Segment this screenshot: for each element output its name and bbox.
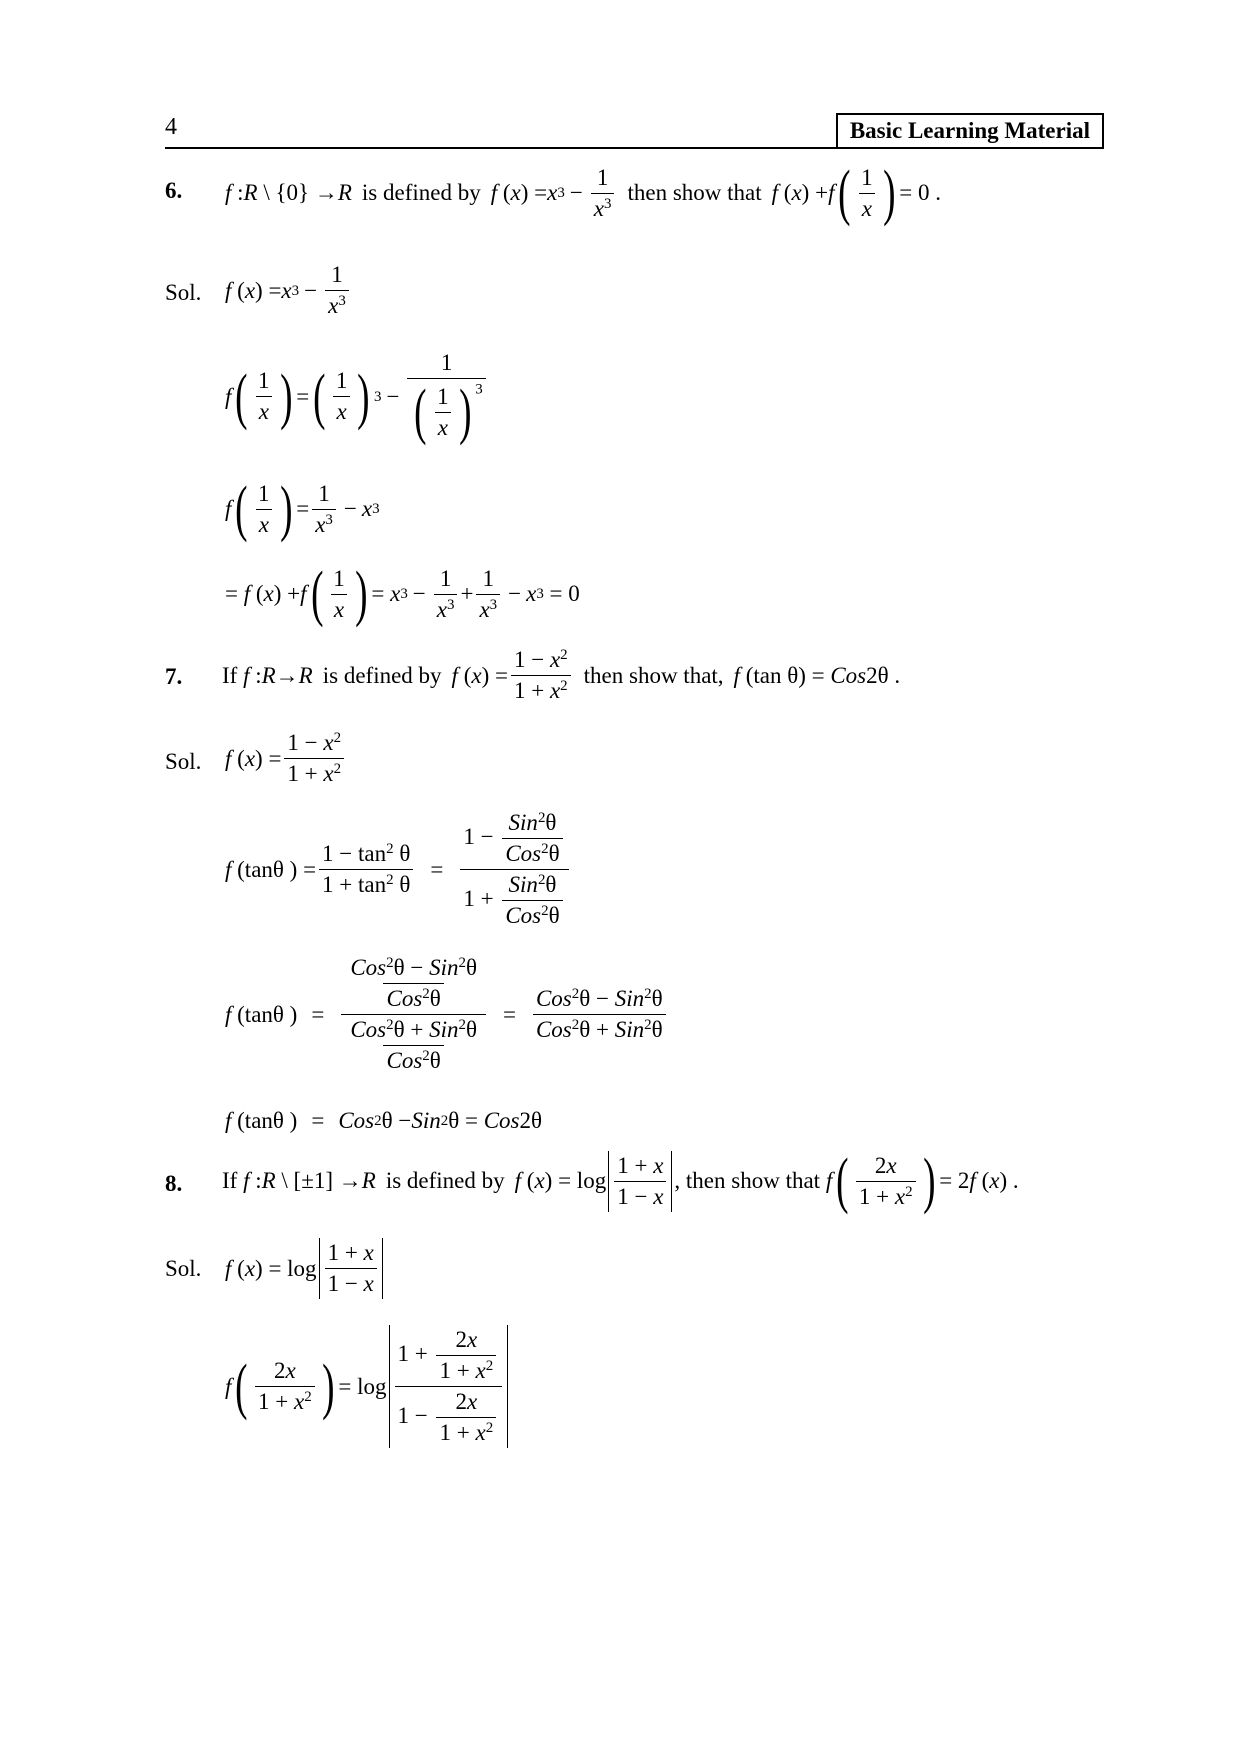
question-6-number: 6. (165, 178, 183, 203)
sol6-line-1: f ( x ) = x 3 − $\frac{1}{x^3}$ (225, 262, 352, 319)
question-7-statement: If f : R → R is defined by f ( x ) = $\frac{1 - x^2}{1 + x^2}$ then show that, f (tan θ) = Cos 2θ . (222, 646, 901, 703)
sol8-line-2: f ( $\frac{2x}{1 + x^2}$ ) = log 1 + $\frac{2x}{1 + x^2}$ 1 − $\frac{2x}{1 + x^2}$ (225, 1325, 510, 1448)
header-rule (165, 147, 1104, 149)
sol6-line-2: f ( $\frac{1}{x}$ ) = ( $\frac{1}{x}$ ) 3 − 1 ( $\frac{1}{x}$ ) $^3$ (225, 350, 489, 443)
q8-then-show-that: , then show that (674, 1168, 821, 1193)
question-6-statement: f : R \ {0} → R is defined by f ( x ) = x 3 − $\frac{1}{x^3}$ then show that f ( x ) + f ( $\frac{1}{x}$ ) = 0 . (225, 159, 941, 227)
q7-then-show-that: then show that, (583, 662, 724, 688)
q7-if: If (222, 662, 238, 688)
q8-is-defined-by: is defined by (385, 1168, 505, 1193)
question-8-statement: If f : R \ [±1] → R is defined by f ( x ) = log $\frac{1 + x}{1 - x}$ , then show that f ( $\frac{2x}{1 + x^2}$ ) = 2 f ( x ) . (222, 1147, 1019, 1215)
sol7-line-2: f (tanθ ) = $\frac{1 - \tan^2 \theta}{1 + \tan^2 \theta}$ = 1 − $\frac{Sin^2\theta}{Cos^2\theta}$ 1 + $\frac{Sin^2\theta}{Cos^2\theta}$ (225, 810, 572, 929)
question-7-number: 7. (165, 664, 183, 689)
sol7-line-3: f (tanθ ) = $\frac{\frac{Cos^2\theta - Sin^2\theta}{Cos^2\theta}}{\frac{Cos^2\theta + Sin^2\theta}{Cos^2\theta}}$ = $\frac{Cos^2\theta - Sin^2\theta}{Cos^2\theta + Sin^2\theta}$ (225, 955, 669, 1074)
sol6-line-3: f ( $\frac{1}{x}$ ) = $\frac{1}{x^3}$ − x 3 (225, 475, 380, 543)
q8-if: If (222, 1168, 238, 1193)
sol7-line-1: f ( x ) = $\frac{1 - x^2}{1 + x^2}$ (225, 730, 347, 787)
solution-6-label: Sol. (165, 280, 202, 305)
q7-is-defined-by: is defined by (322, 662, 442, 688)
solution-8-label: Sol. (165, 1256, 202, 1281)
sol6-line-4: = f ( x ) + f ( $\frac{1}{x}$ ) = x 3 − $\frac{1}{x^3}$ + $\frac{1}{x^3}$ − x 3 = 0 (225, 560, 580, 628)
solution-7-label: Sol. (165, 749, 202, 774)
page-number: 4 (165, 114, 177, 140)
sol8-line-1: f ( x ) = log $\frac{1 + x}{1 - x}$ (225, 1238, 385, 1299)
header-title: Basic Learning Material (836, 113, 1104, 149)
question-8-number: 8. (165, 1171, 183, 1196)
q6-then-show-that: then show that (627, 180, 762, 205)
sol7-line-4: f (tanθ ) = Cos 2 θ − Sin 2 θ = Cos 2θ (225, 1108, 543, 1133)
q6-is-defined-by: is defined by (361, 180, 481, 205)
